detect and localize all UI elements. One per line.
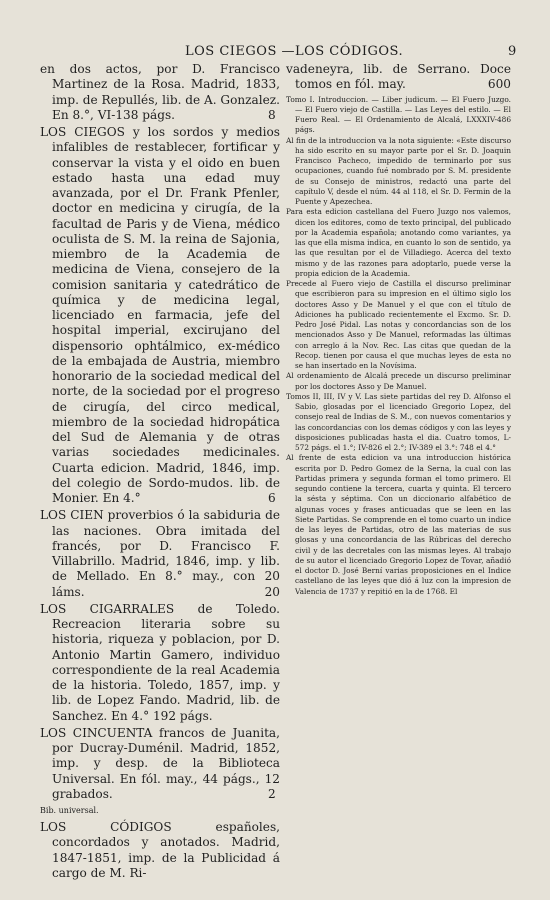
page-number: 9: [508, 44, 517, 59]
entry-los-ciegos: LOS CIEGOS y los sordos y medios infalibles de restablecer, fortificar y conservar la vista y el oido en buen estado hasta una edad muy avanzada, por el Dr. Frank Pfenler, doctor en medicina y cirugía, de la facultad de Paris y de Viena, médico oculista de S. M. la reina de Sajonia, miembro de la Academia de medicina de Viena, consejero de la comision sanitaria y catedrático de química y de medicina legal, licenciado en farmacia, jefe del hospital imperial, excirujano del dispensorio ophtálmico, ex-médico de la embajada de Austria, miembro honorario de la sociedad medical del norte, de la sociedad por el progreso de cirugía, del circo medical, miembro de la sociedad hidropática del Sud de Alemania y de otras varias sociedades medicinales. Cuarta edicion. Madrid, 1846, imp. del colegio de Sordo-mudos. lib. de Monier. En 4.° 6: [40, 125, 280, 505]
fuero-juzgo-note: Para esta edicion castellana del Fuero Juzgo nos valemos, dicen los editores, como de texto principal, del publicado por la Academia española; anotando como variantes, ya las que ella misma indica, en cuanto lo son de sentido, ya las que resultan por el de Villadiego. Acerca del texto mismo y de las razones para adoptarlo, puede verse la propia edicion de la Academia.: [286, 207, 511, 278]
entry-price: 600: [487, 77, 511, 92]
left-column: [40, 62, 280, 883]
partidas-note: Al frente de esta edicion va una introduccion histórica escrita por D. Pedro Gomez de la Serna, la cual con las Partidas primera y segunda forman el tomo primero. El segundo contiene la tercera, cuarta y quinta. El tercero la sésta y séptima. Con un diccionario alfabético de algunas voces y frases anticuadas que se leen en las Siete Partidas. Se comprende en el tomo cuarto un indice de las leyes de Partidas, otro de las materias de sus glosas y una concordancia de las Rúbricas del derecho civil y de las decretales con las mismas leyes. Al trabajo de su autor el licenciado Gregorio Lopez de Tovar, añadió el doctor D. José Berní varias proposiciones en el Indice castellano de las leyes que dió á luz con la impresion de Valencia de 1737 y repitió en la de 1768. El: [286, 453, 511, 596]
tomo-1-contents: Tomo I. Introduccion. — Liber judicum. — El Fuero Juzgo. — El Fuero viejo de Castilla. — Las Leyes del estilo. — El Fuero Real. — El Ordenamiento de Alcalá, LXXXIV-486 págs.: [286, 94, 511, 135]
ordenamiento-note: Al ordenamiento de Alcalá precede un discurso preliminar por los doctores Asso y De Manuel.: [286, 371, 511, 391]
entry-price: 20: [264, 584, 280, 599]
entry-los-cigarrales: LOS CIGARRALES de Toledo. Recreacion literaria sobre su historia, riqueza y poblacion, por D. Antonio Martin Gamero, individuo correspondiente de la real Academia de la historia. Toledo, 1857, imp. y lib. de Lopez Fando. Madrid, lib. de Sanchez. En 4.° 192 págs.: [40, 601, 280, 723]
fuero-viejo-note: Precede al Fuero viejo de Castilla el discurso preliminar que escribieron para su impresion en el último siglo los doctores Asso y De Manuel y el que con el título de Adiciones ha publicado recientemente el Excmo. Sr. D. Pedro José Pidal. Las notas y concordancias son de los mencionados Asso y De Manuel, reformadas las últimas con arreglo á la Nov. Rec. Las citas que quedan de la Recop. tienen por causa el que muchas leyes de esta no se han insertado en la Novísima.: [286, 279, 511, 370]
right-column: [286, 62, 511, 597]
entry-los-cien: LOS CIEN proverbios ó la sabiduria de las naciones. Obra imitada del francés, por D. Francisco F. Villabrillo. Madrid, 1846, imp. y lib. de Mellado. En 8.° may., con 20 láms. 20: [40, 508, 280, 599]
entry-los-codigos: LOS CÓDIGOS españoles, concordados y anotados. Madrid, 1847-1851, imp. de la Publicidad á cargo de M. Ri-: [40, 820, 280, 880]
tomo-1-note: Al fin de la introduccion va la nota siguiente: «Este discurso ha sido escrito en su mayor parte por el Sr. D. Joaquin Francisco Pacheco, impedido de terminarlo por sus ocupaciones, cuando fué nombrado por S. M. presidente de su Consejo de ministros, redactó una parte del capítulo V, desde el núm. 44 al 118, el Sr. D. Fermin de la Puente y Apezechea.: [286, 135, 511, 206]
tomos-2-5-contents: Tomos II, III, IV y V. Las siete partidas del rey D. Alfonso el Sabio, glosadas por el licenciado Gregorio Lopez, del consejo real de Indias de S. M., con nuevos comentarios y las concordancias con los demas códigos y con las leyes y disposiciones publicadas hasta el dia. Cuatro tomos, L-572 págs. el 1.°; IV-826 el 2.°; IV-389 el 3.°: 748 el 4.°: [286, 391, 511, 452]
running-title: LOS CIEGOS —LOS CÓDIGOS.: [185, 44, 404, 59]
entry-martinez-rosa-cont: en dos actos, por D. Francisco Martinez de la Rosa. Madrid, 1833, imp. de Repullés, lib. de A. Gonzalez. En 8.°, VI-138 págs. 8: [40, 62, 280, 122]
entry-los-cincuenta: LOS CINCUENTA francos de Juanita, por Ducray-Duménil. Madrid, 1852, imp. y desp. de la Biblioteca Universal. En fól. may., 44 págs., 12 grabados. 2: [40, 725, 280, 801]
entry-los-codigos-cont: vadeneyra, lib. de Serrano. Doce tomos en fól. may. 600: [286, 62, 511, 92]
series-note: Bib. universal.: [40, 806, 99, 815]
